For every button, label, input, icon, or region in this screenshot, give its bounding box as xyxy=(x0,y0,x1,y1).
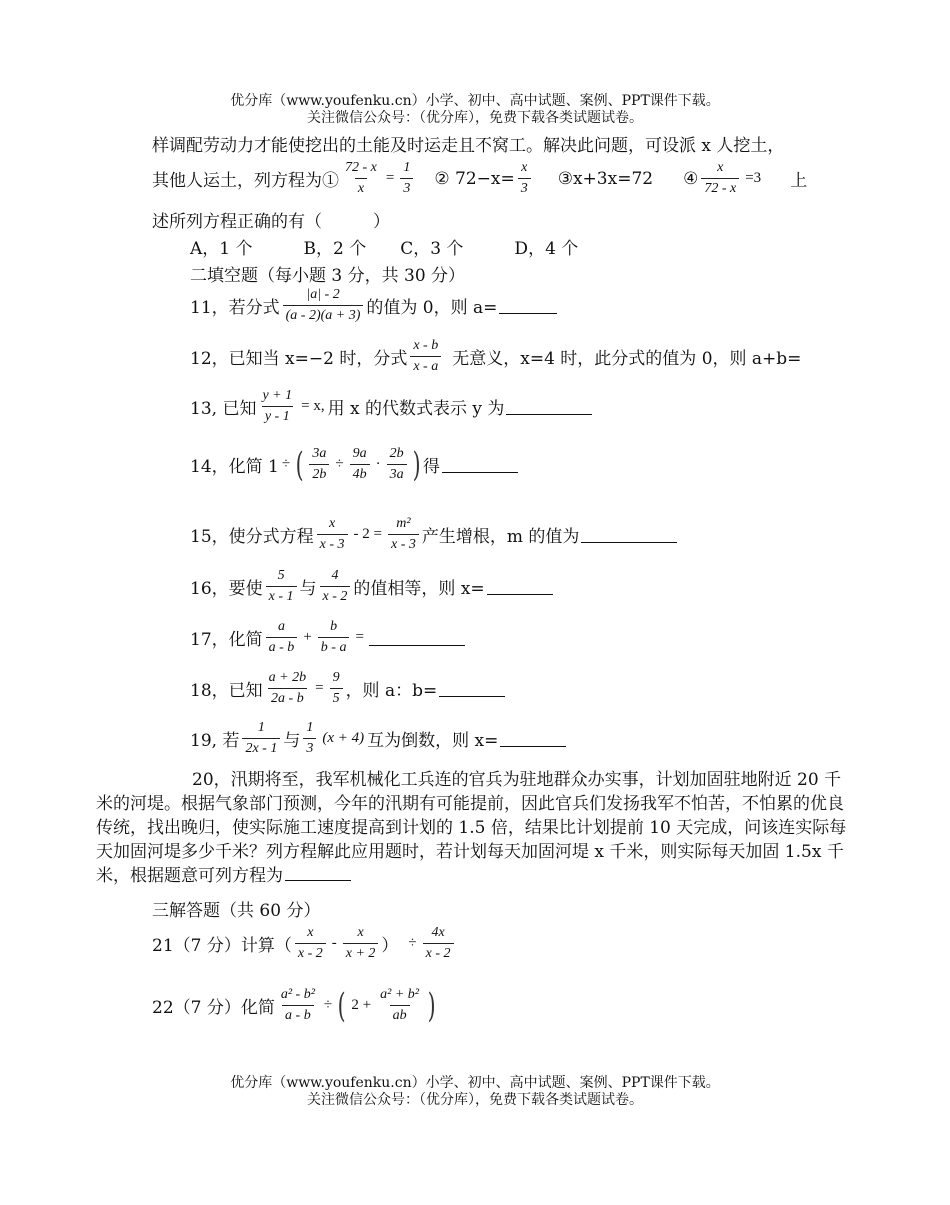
answer-blank[interactable] xyxy=(439,680,505,697)
answer-blank[interactable] xyxy=(506,398,592,415)
question-20: 20，汛期将至，我军机械化工兵连的官兵为驻地群众办实事，计划加固驻地附近 20 千米的河堤。根据气象部门预测，今年的汛期有可能提前，因此官兵们发扬我军不怕苦，不怕累的优良传统，找出晚归，使实际施工速度提高到计划的 1.5 倍，结果比计划提前 10 天完成，问该连实际每天加固河堤多少千米？列方程解此应用题时，若计划每天加固河堤 x 千米，则实际每天加固 1.5x 千米，根据题意可列方程为 xyxy=(96,770,847,886)
answer-blank[interactable] xyxy=(487,578,553,595)
answer-blank[interactable] xyxy=(581,526,677,543)
question-16: 16，要使 $\frac{5}{x - 1}$ 与 $\frac{4}{x - 2}$ 的值相等，则 x= xyxy=(190,568,553,605)
question-14: 14，化简 1 ÷ ( $\frac{3a}{2b}$ ÷ $\frac{9a}{4b}$ · $\frac{2b}{3a}$ ) 得 xyxy=(190,446,518,483)
section-2-title: 二填空题（每小题 3 分，共 30 分） xyxy=(190,266,466,286)
answer-blank[interactable] xyxy=(499,297,557,314)
q10-line-3: 述所列方程正确的有（ ） xyxy=(152,212,390,232)
question-17: 17，化简 $\frac{a}{a - b}$ + $\frac{b}{b - a}$ = xyxy=(190,619,465,656)
question-22: 22（7 分）化简 $\frac{\text{a² - b²}}{a - b}$ ÷ ( 2 + $\frac{\text{a² + b²}}{ab}$ ) xyxy=(152,985,436,1026)
q10-choices: A，1 个 B，2 个 C，3 个 D，4 个 xyxy=(190,239,579,259)
question-11: 11，若分式 $\frac{|a| - 2}{(a - 2)(a + 3)}$ 的值为 0，则 a= xyxy=(190,287,557,324)
q10-equations: 其他人运土，列方程为① $\frac{72 - x}{x}$ = $\frac{1}{3}$ ② 72−x= $\frac{x}{3}$ ③x+3x=72 ④ $\frac{x}{72 - x}$ =3 上 xyxy=(152,160,808,196)
answer-blank[interactable] xyxy=(500,730,566,747)
answer-blank[interactable] xyxy=(442,456,518,473)
header-line-1: 优分库（www.youfenku.cn）小学、初中、高中试题、案例、PPT课件下载。 xyxy=(230,93,720,109)
answer-blank[interactable] xyxy=(285,864,351,881)
header-line-2: 关注微信公众号：（优分库），免费下载各类试题试卷。 xyxy=(307,110,643,126)
answer-blank[interactable] xyxy=(369,629,465,646)
footer-line-2: 关注微信公众号：（优分库），免费下载各类试题试卷。 xyxy=(307,1092,643,1108)
q10-line-1: 样调配劳动力才能使挖出的土能及时运走且不窝工。解决此问题，可设派 x 人挖土， xyxy=(152,136,785,156)
question-21: 21（7 分）计算（ $\frac{x}{x - 2}$ - $\frac{x}{x + 2}$ ） ÷ $\frac{4x}{x - 2}$ xyxy=(152,925,457,962)
question-15: 15，使分式方程 $\frac{x}{x - 3}$ - 2 = $\frac{\text{m²}}{x - 3}$ 产生增根，m 的值为 xyxy=(190,516,677,553)
footer-line-1: 优分库（www.youfenku.cn）小学、初中、高中试题、案例、PPT课件下载。 xyxy=(230,1075,720,1091)
question-13: 13, 已知 $\frac{y + 1}{y - 1}$ = x, 用 x 的代数式表示 y 为 xyxy=(190,388,592,425)
question-19: 19, 若 $\frac{1}{2x - 1}$ 与 $\frac{1}{3}$ (x + 4) 互为倒数，则 x= xyxy=(190,720,566,757)
q10-fraction-1: $\frac{72 - x}{x}$ xyxy=(345,160,377,196)
question-18: 18，已知 $\frac{a + 2b}{2a - b}$ = $\frac{9}{5}$ ，则 a：b= xyxy=(190,670,505,707)
section-3-title: 三解答题（共 60 分） xyxy=(152,901,321,921)
question-12: 12，已知当 x=−2 时，分式 $\frac{x - b}{x - a}$ 无意义，x=4 时，此分式的值为 0，则 a+b= xyxy=(190,338,802,374)
